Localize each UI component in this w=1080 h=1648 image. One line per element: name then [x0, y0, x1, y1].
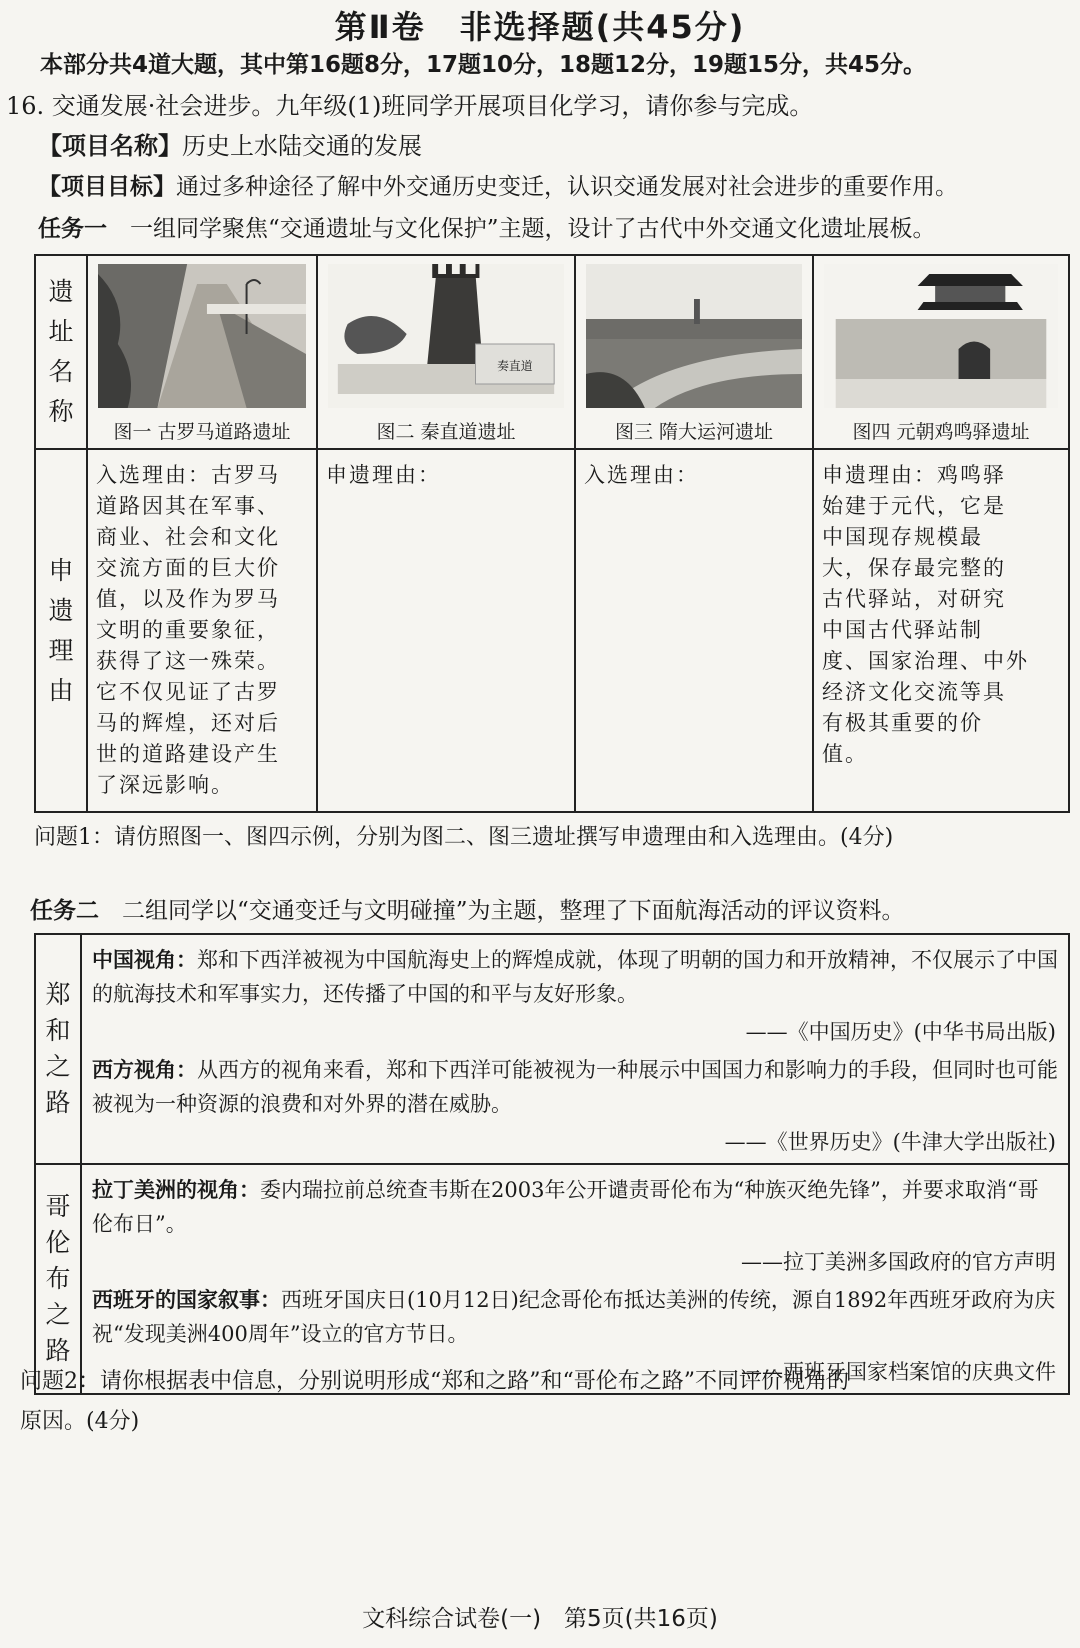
question-2-line-2: 原因。(4分): [20, 1409, 140, 1434]
west-perspective: 西方视角：从西方的视角来看，郑和下西洋可能被视为一种展示中国国力和影响力的手段，但同时也可能被视为一种资源的浪费和对外界的潜在威胁。: [92, 1058, 1058, 1116]
project-goal-text: 通过多种途径了解中外交通历史变迁，认识交通发展对社会进步的重要作用。: [176, 174, 958, 200]
caption-figure-4: 图四 元朝鸡鸣驿遗址: [852, 421, 1030, 443]
reason-cell-roman-road: 入选理由：古罗马 道路因其在军事、 商业、社会和文化 交流方面的巨大价 值，以及作为罗马 文明的重要象征， 获得了这一殊荣。 它不仅见证了古罗 马的辉煌，还对后 世的道路建设产生 了深远影响。: [87, 449, 317, 812]
task2-text: 二组同学以“交通变迁与文明碰撞”为主题，整理了下面航海活动的评议资料。: [122, 898, 905, 924]
voyage-review-table: [34, 933, 1070, 1395]
project-goal: [38, 168, 958, 201]
latam-perspective-source: ——拉丁美洲多国政府的官方声明: [741, 1250, 1056, 1274]
project-goal-label: 【项目目标】: [38, 174, 176, 200]
question-16-stem: 16. 交通发展·社会进步。九年级(1)班同学开展项目化学习，请你参与完成。: [6, 92, 814, 120]
spain-narrative: 西班牙的国家叙事：西班牙国庆日(10月12日)纪念哥伦布抵达美洲的传统，源自1892年西班牙政府为庆祝“发现美洲400周年”设立的官方节日。: [92, 1288, 1056, 1346]
question-1: 问题1：请仿照图一、图四示例，分别为图二、图三遗址撰写申遗理由和入选理由。(4分): [34, 825, 894, 850]
caption-figure-3: 图三 隋大运河遗址: [614, 421, 774, 443]
jiming-station-photo: [824, 264, 1058, 408]
heritage-site-table: [34, 254, 1070, 813]
caption-figure-1: 图一 古罗马道路遗址: [113, 421, 291, 443]
section-title: 第Ⅱ卷 非选择题(共45分): [334, 8, 746, 46]
site-cell-sui-canal: [575, 255, 813, 449]
latam-perspective: 拉丁美洲的视角：委内瑞拉前总统查韦斯在2003年公开谴责哥伦布为“种族灭绝先锋”，并要求取消“哥伦布日”。: [92, 1178, 1039, 1236]
project-name-label: 【项目名称】: [38, 132, 182, 160]
row-header-nomination-reason: 申 遗 理 由: [35, 449, 87, 812]
row-header-site-name: 遗 址 名 称: [35, 255, 87, 449]
task1-heading: [38, 210, 936, 243]
project-name-text: 历史上水陆交通的发展: [182, 132, 422, 160]
columbus-views-cell: [81, 1164, 1069, 1394]
task1-label: 任务一: [38, 216, 107, 242]
row-header-zhenghe: 郑 和 之 路: [35, 934, 81, 1164]
spain-narrative-source: ——西班牙国家档案馆的庆典文件: [741, 1360, 1056, 1384]
site-cell-qin-road: [317, 255, 575, 449]
qin-road-photo: [328, 264, 564, 408]
caption-figure-2: 图二 秦直道遗址: [376, 421, 516, 443]
page-footer: 文科综合试卷(一) 第5页(共16页): [362, 1606, 718, 1632]
reason-cell-jiming-station: 申遗理由：鸡鸣驿 始建于元代，它是 中国现存规模最 大，保存最完整的 古代驿站，对研究 中国古代驿站制 度、国家治理、中外 经济文化交流等具 有极其重要的价 值。: [813, 449, 1069, 812]
row-header-columbus: 哥 伦 布 之 路: [35, 1164, 81, 1394]
question-2-line-1: 问题2：请你根据表中信息，分别说明形成“郑和之路”和“哥伦布之路”不同评价视角的: [20, 1369, 849, 1394]
roman-road-photo: [98, 264, 306, 408]
zhenghe-views-cell: [81, 934, 1069, 1164]
qin-road-sign-text: 奏直道: [497, 358, 533, 374]
site-cell-jiming-station: [813, 255, 1069, 449]
site-cell-roman-road: [87, 255, 317, 449]
west-perspective-source: ——《世界历史》(牛津大学出版社): [724, 1130, 1056, 1154]
project-name: [38, 126, 422, 161]
task1-text: 一组同学聚焦“交通遗址与文化保护”主题，设计了古代中外交通文化遗址展板。: [130, 216, 936, 242]
task2-heading: [30, 892, 905, 925]
sui-canal-photo: [586, 264, 802, 408]
reason-cell-sui-canal[interactable]: 入选理由：: [575, 449, 813, 812]
china-perspective-source: ——《中国历史》(中华书局出版): [745, 1020, 1056, 1044]
reason-cell-qin-road[interactable]: 申遗理由：: [317, 449, 575, 812]
task2-label: 任务二: [30, 898, 99, 924]
china-perspective: 中国视角：郑和下西洋被视为中国航海史上的辉煌成就，体现了明朝的国力和开放精神，不仅展示了中国的航海技术和军事实力，还传播了中国的和平与友好形象。: [92, 948, 1058, 1006]
section-intro: 本部分共4道大题，其中第16题8分，17题10分，18题12分，19题15分，共45分。: [40, 52, 927, 78]
